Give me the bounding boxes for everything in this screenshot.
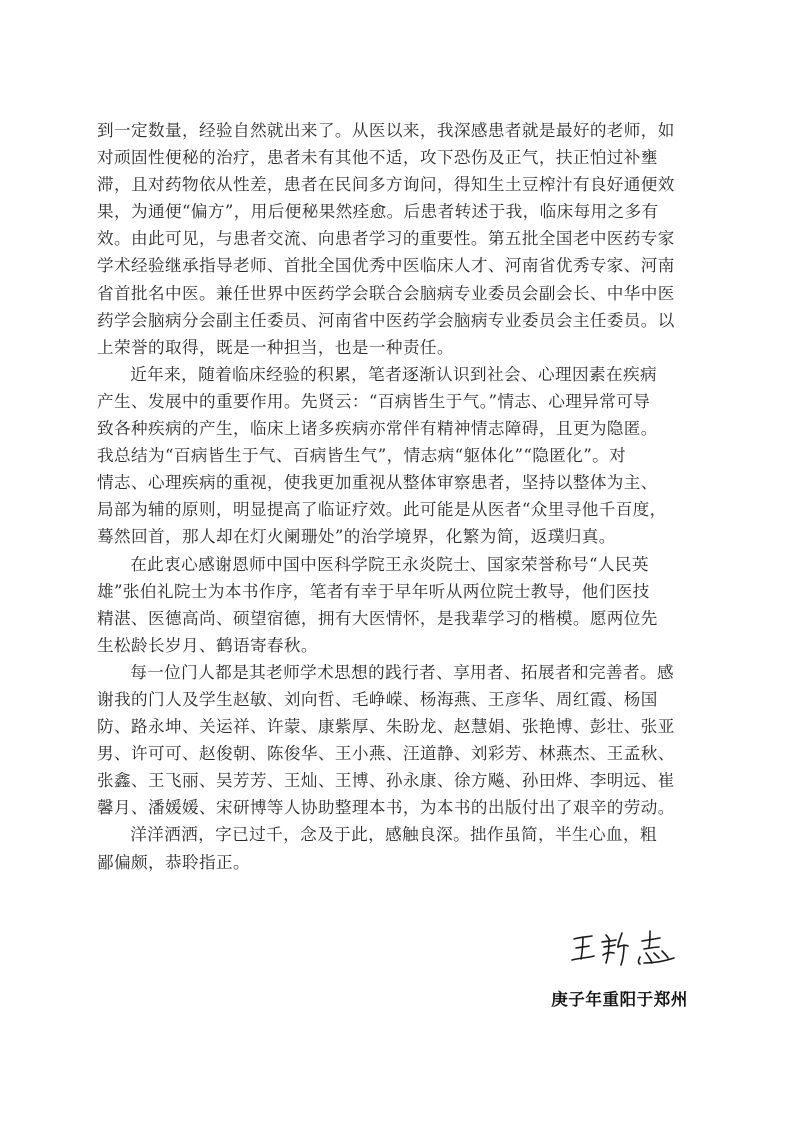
- paragraph-3: 在此衷心感谢恩师中国中医科学院王永炎院士、国家荣誉称号“人民英 雄”张伯礼院士为本书作序，笔者有幸于早年听从两位院士教导，他们医技 精湛、医德高尚、硕望宿德，拥有大医情怀，是我辈学习的楷模。愿两位先 生松龄长岁月、鹤语寄春秋。: [97, 554, 658, 655]
- paragraph-1: 到一定数量，经验自然就出来了。从医以来，我深感患者就是最好的老师，如 对顽固性便秘的治疗，患者未有其他不适，攻下恐伤及正气，扶正怕过补壅 滞，且对药物依从性差，患者在民间多方询问，得知生土豆榨汁有良好通便效 果，为通便“偏方”，用后便秘果然痊愈。后患者转述于我，临床每用之多有 效。由此可见，与患者交流、向患者学习的重要性。第五批全国老中医药专家 学术经验继承指导老师、首批全国优秀中医临床人才、河南省优秀专家、河南 省首批名中医。兼任世界中医药学会联合会脑病专业委员会副会长、中华中医 药学会脑病分会副主任委员、河南省中医药学会脑病专业委员会主任委员。以 上荣誉的取得，既是一种担当，也是一种责任。: [97, 121, 675, 357]
- body-text: [97, 117, 703, 876]
- dateline: 庚子年重阳于郑州: [551, 990, 688, 1009]
- paragraph-5: 洋洋洒洒，字已过千，念及于此，感触良深。拙作虽简，半生心血，粗 鄙偏颇，恭聆指正。: [97, 825, 657, 872]
- paragraph-2: 近年来，随着临床经验的积累，笔者逐渐认识到社会、心理因素在疾病 产生、发展中的重要作用。先贤云：“百病皆生于气。”情志、心理异常可导 致各种疾病的产生，临床上诸多疾病亦常伴有精神情志障碍，且更为隐匿。 我总结为“百病皆生于气、百病皆生气”，情志病“躯体化”“隐匿化”。对 情志、心理疾病的重视，使我更加重视从整体审察患者，坚持以整体为主、 局部为辅的原则，明显提高了临证疗效。此可能是从医者“众里寻他千百度， 蓦然回首，那人却在灯火阑珊处”的治学境界，化繁为简，返璞归真。: [97, 364, 667, 547]
- handwritten-signature: [566, 925, 686, 969]
- paragraph-4: 每一位门人都是其老师学术思想的践行者、享用者、拓展者和完善者。感 谢我的门人及学生赵敏、刘向哲、毛峥嵘、杨海燕、王彦华、周红霞、杨国 防、路永坤、关运祥、许蒙、康紫厚、朱盼龙、赵慧娟、张艳博、彭壮、张亚 男、许可可、赵俊朝、陈俊华、王小燕、汪道静、刘彩芳、林燕杰、王孟秋、 张鑫、王飞丽、吴芳芳、王灿、王博、孙永康、徐方飚、孙田烨、李明远、崔 馨月、潘媛媛、宋研博等人协助整理本书，为本书的出版付出了艰辛的劳动。: [97, 662, 675, 818]
